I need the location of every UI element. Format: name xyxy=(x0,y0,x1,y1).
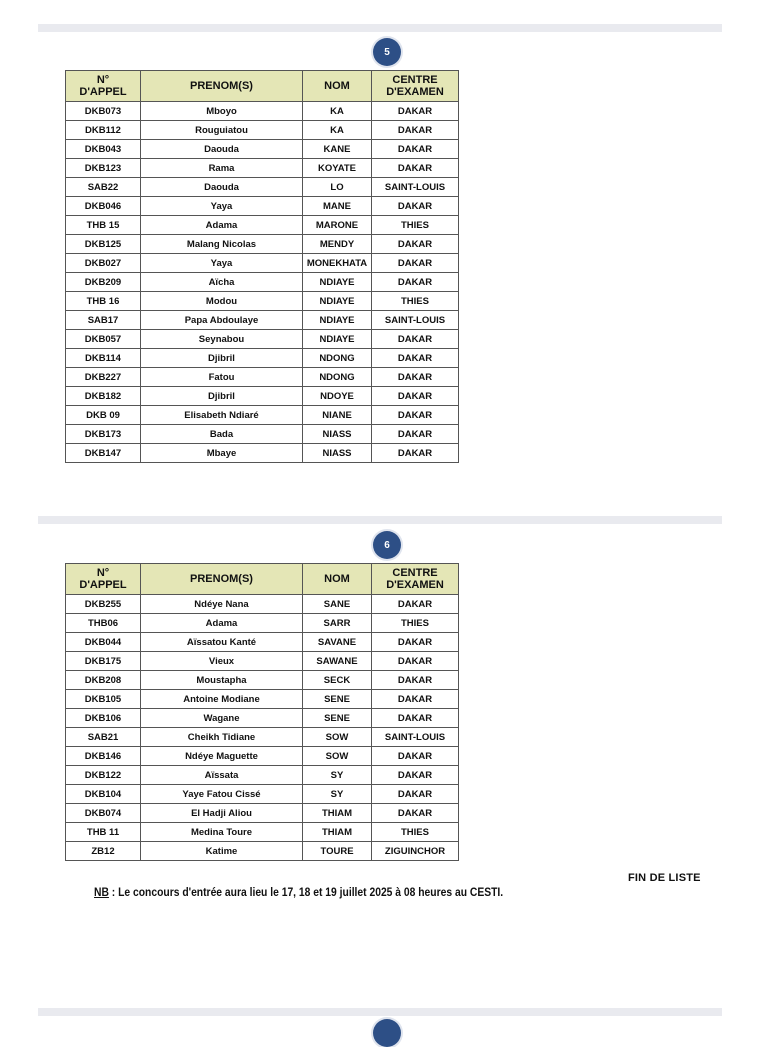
table-row xyxy=(66,690,459,709)
header-appel: N° D'APPEL xyxy=(66,71,141,102)
cell-centre: DAKAR xyxy=(372,425,459,444)
cell-appel: DKB105 xyxy=(66,690,141,709)
cell-appel: THB 11 xyxy=(66,823,141,842)
cell-appel: DKB173 xyxy=(66,425,141,444)
cell-centre: DAKAR xyxy=(372,235,459,254)
cell-nom: KANE xyxy=(303,140,372,159)
nb-text: : Le concours d'entrée aura lieu le 17, 18 et 19 juillet 2025 à 08 heures au CESTI. xyxy=(108,885,504,899)
cell-appel: DKB106 xyxy=(66,709,141,728)
cell-centre: THIES xyxy=(372,216,459,235)
cell-nom: KOYATE xyxy=(303,159,372,178)
cell-nom: NDIAYE xyxy=(303,330,372,349)
cell-appel: DKB027 xyxy=(66,254,141,273)
page-separator-middle xyxy=(38,516,722,524)
cell-nom: SAVANE xyxy=(303,633,372,652)
cell-centre: DAKAR xyxy=(372,444,459,463)
cell-appel: DKB074 xyxy=(66,804,141,823)
cell-appel: DKB043 xyxy=(66,140,141,159)
table-row xyxy=(66,671,459,690)
header-prenom: PRENOM(S) xyxy=(141,71,303,102)
cell-appel: DKB112 xyxy=(66,121,141,140)
cell-nom: SY xyxy=(303,785,372,804)
cell-prenom: Djibril xyxy=(141,349,303,368)
cell-appel: SAB21 xyxy=(66,728,141,747)
table-row xyxy=(66,823,459,842)
cell-prenom: Ndéye Nana xyxy=(141,595,303,614)
cell-appel: DKB209 xyxy=(66,273,141,292)
cell-centre: DAKAR xyxy=(372,102,459,121)
table-row xyxy=(66,102,459,121)
cell-nom: NDONG xyxy=(303,349,372,368)
cell-centre: SAINT-LOUIS xyxy=(372,728,459,747)
cell-prenom: Bada xyxy=(141,425,303,444)
candidates-table-page-5 xyxy=(65,70,459,463)
cell-appel: SAB22 xyxy=(66,178,141,197)
cell-prenom: Aïcha xyxy=(141,273,303,292)
cell-nom: SENE xyxy=(303,709,372,728)
cell-prenom: Djibril xyxy=(141,387,303,406)
cell-appel: DKB044 xyxy=(66,633,141,652)
cell-prenom: Aïssata xyxy=(141,766,303,785)
end-of-list-label: FIN DE LISTE xyxy=(628,872,701,884)
cell-nom: NDIAYE xyxy=(303,311,372,330)
cell-appel: DKB255 xyxy=(66,595,141,614)
header-centre: CENTRE D'EXAMEN xyxy=(372,71,459,102)
cell-appel: DKB175 xyxy=(66,652,141,671)
cell-centre: ZIGUINCHOR xyxy=(372,842,459,861)
cell-prenom: Malang Nicolas xyxy=(141,235,303,254)
table-row xyxy=(66,633,459,652)
cell-prenom: Cheikh Tidiane xyxy=(141,728,303,747)
page-number-badge-5: 5 xyxy=(373,38,401,66)
cell-prenom: Adama xyxy=(141,614,303,633)
cell-prenom: Daouda xyxy=(141,178,303,197)
table-row xyxy=(66,728,459,747)
cell-centre: THIES xyxy=(372,614,459,633)
cell-prenom: Wagane xyxy=(141,709,303,728)
cell-appel: DKB114 xyxy=(66,349,141,368)
cell-nom: SOW xyxy=(303,728,372,747)
cell-centre: DAKAR xyxy=(372,671,459,690)
cell-centre: DAKAR xyxy=(372,273,459,292)
cell-centre: DAKAR xyxy=(372,633,459,652)
cell-appel: THB 15 xyxy=(66,216,141,235)
cell-appel: DKB146 xyxy=(66,747,141,766)
table-row xyxy=(66,842,459,861)
cell-nom: KA xyxy=(303,121,372,140)
cell-centre: DAKAR xyxy=(372,595,459,614)
table-row xyxy=(66,595,459,614)
header-nom: NOM xyxy=(303,564,372,595)
cell-nom: KA xyxy=(303,102,372,121)
cell-prenom: Adama xyxy=(141,216,303,235)
cell-prenom: Ndéye Maguette xyxy=(141,747,303,766)
table-header-row xyxy=(66,71,459,102)
table-header-row xyxy=(66,564,459,595)
cell-centre: DAKAR xyxy=(372,254,459,273)
cell-appel: ZB12 xyxy=(66,842,141,861)
table-row xyxy=(66,785,459,804)
cell-prenom: El Hadji Aliou xyxy=(141,804,303,823)
table-row xyxy=(66,444,459,463)
table-row xyxy=(66,197,459,216)
table-row xyxy=(66,235,459,254)
table-row xyxy=(66,121,459,140)
table-row xyxy=(66,178,459,197)
cell-appel: DKB 09 xyxy=(66,406,141,425)
table-row xyxy=(66,273,459,292)
page-separator-bottom xyxy=(38,1008,722,1016)
cell-prenom: Yaya xyxy=(141,197,303,216)
cell-prenom: Antoine Modiane xyxy=(141,690,303,709)
cell-appel: THB06 xyxy=(66,614,141,633)
cell-nom: NDONG xyxy=(303,368,372,387)
nb-label: NB xyxy=(94,885,109,899)
table-row xyxy=(66,804,459,823)
cell-appel: DKB046 xyxy=(66,197,141,216)
cell-appel: DKB104 xyxy=(66,785,141,804)
cell-centre: DAKAR xyxy=(372,349,459,368)
cell-nom: NIASS xyxy=(303,425,372,444)
table-row xyxy=(66,406,459,425)
cell-nom: SOW xyxy=(303,747,372,766)
cell-prenom: Rouguiatou xyxy=(141,121,303,140)
cell-centre: SAINT-LOUIS xyxy=(372,178,459,197)
table-row xyxy=(66,140,459,159)
cell-nom: NDIAYE xyxy=(303,273,372,292)
cell-prenom: Yaya xyxy=(141,254,303,273)
cell-prenom: Seynabou xyxy=(141,330,303,349)
header-prenom: PRENOM(S) xyxy=(141,564,303,595)
cell-centre: DAKAR xyxy=(372,121,459,140)
table-row xyxy=(66,709,459,728)
table-row xyxy=(66,387,459,406)
cell-prenom: Aïssatou Kanté xyxy=(141,633,303,652)
page-number-badge-6: 6 xyxy=(373,531,401,559)
cell-nom: NIASS xyxy=(303,444,372,463)
cell-nom: SENE xyxy=(303,690,372,709)
cell-nom: SAWANE xyxy=(303,652,372,671)
cell-centre: DAKAR xyxy=(372,159,459,178)
cell-nom: NDIAYE xyxy=(303,292,372,311)
cell-centre: SAINT-LOUIS xyxy=(372,311,459,330)
cell-appel: DKB073 xyxy=(66,102,141,121)
cell-nom: MARONE xyxy=(303,216,372,235)
cell-nom: MENDY xyxy=(303,235,372,254)
cell-centre: DAKAR xyxy=(372,140,459,159)
cell-appel: DKB057 xyxy=(66,330,141,349)
page-separator-top xyxy=(38,24,722,32)
cell-prenom: Vieux xyxy=(141,652,303,671)
cell-prenom: Mbaye xyxy=(141,444,303,463)
cell-prenom: Rama xyxy=(141,159,303,178)
header-nom: NOM xyxy=(303,71,372,102)
cell-nom: NIANE xyxy=(303,406,372,425)
cell-appel: DKB208 xyxy=(66,671,141,690)
table-row xyxy=(66,368,459,387)
cell-nom: NDOYE xyxy=(303,387,372,406)
cell-centre: DAKAR xyxy=(372,709,459,728)
cell-nom: TOURE xyxy=(303,842,372,861)
cell-nom: SARR xyxy=(303,614,372,633)
cell-centre: DAKAR xyxy=(372,804,459,823)
cell-centre: DAKAR xyxy=(372,330,459,349)
cell-centre: DAKAR xyxy=(372,766,459,785)
cell-centre: THIES xyxy=(372,823,459,842)
table-row xyxy=(66,766,459,785)
cell-prenom: Katime xyxy=(141,842,303,861)
cell-appel: DKB122 xyxy=(66,766,141,785)
cell-nom: THIAM xyxy=(303,823,372,842)
cell-prenom: Modou xyxy=(141,292,303,311)
table-row xyxy=(66,747,459,766)
cell-appel: SAB17 xyxy=(66,311,141,330)
cell-nom: SECK xyxy=(303,671,372,690)
cell-nom: LO xyxy=(303,178,372,197)
cell-prenom: Yaye Fatou Cissé xyxy=(141,785,303,804)
table-row xyxy=(66,292,459,311)
cell-prenom: Fatou xyxy=(141,368,303,387)
cell-centre: DAKAR xyxy=(372,406,459,425)
cell-nom: SANE xyxy=(303,595,372,614)
table-row xyxy=(66,425,459,444)
table-row xyxy=(66,311,459,330)
header-appel: N° D'APPEL xyxy=(66,564,141,595)
cell-prenom: Mboyo xyxy=(141,102,303,121)
cell-centre: DAKAR xyxy=(372,747,459,766)
cell-prenom: Daouda xyxy=(141,140,303,159)
cell-appel: THB 16 xyxy=(66,292,141,311)
cell-appel: DKB182 xyxy=(66,387,141,406)
cell-nom: MONEKHATA xyxy=(303,254,372,273)
cell-centre: DAKAR xyxy=(372,652,459,671)
table-row xyxy=(66,254,459,273)
table-row xyxy=(66,330,459,349)
page-number-badge-next xyxy=(373,1019,401,1047)
cell-prenom: Moustapha xyxy=(141,671,303,690)
cell-prenom: Elisabeth Ndiaré xyxy=(141,406,303,425)
cell-nom: THIAM xyxy=(303,804,372,823)
cell-nom: SY xyxy=(303,766,372,785)
table-row xyxy=(66,614,459,633)
cell-centre: DAKAR xyxy=(372,197,459,216)
nb-note xyxy=(94,885,503,899)
cell-centre: THIES xyxy=(372,292,459,311)
cell-prenom: Medina Toure xyxy=(141,823,303,842)
table-row xyxy=(66,652,459,671)
candidates-table-page-6 xyxy=(65,563,459,861)
cell-prenom: Papa Abdoulaye xyxy=(141,311,303,330)
cell-appel: DKB147 xyxy=(66,444,141,463)
header-centre: CENTRE D'EXAMEN xyxy=(372,564,459,595)
cell-appel: DKB125 xyxy=(66,235,141,254)
table-row xyxy=(66,216,459,235)
cell-appel: DKB227 xyxy=(66,368,141,387)
cell-appel: DKB123 xyxy=(66,159,141,178)
cell-centre: DAKAR xyxy=(372,368,459,387)
cell-centre: DAKAR xyxy=(372,690,459,709)
cell-nom: MANE xyxy=(303,197,372,216)
cell-centre: DAKAR xyxy=(372,387,459,406)
cell-centre: DAKAR xyxy=(372,785,459,804)
table-row xyxy=(66,159,459,178)
table-row xyxy=(66,349,459,368)
